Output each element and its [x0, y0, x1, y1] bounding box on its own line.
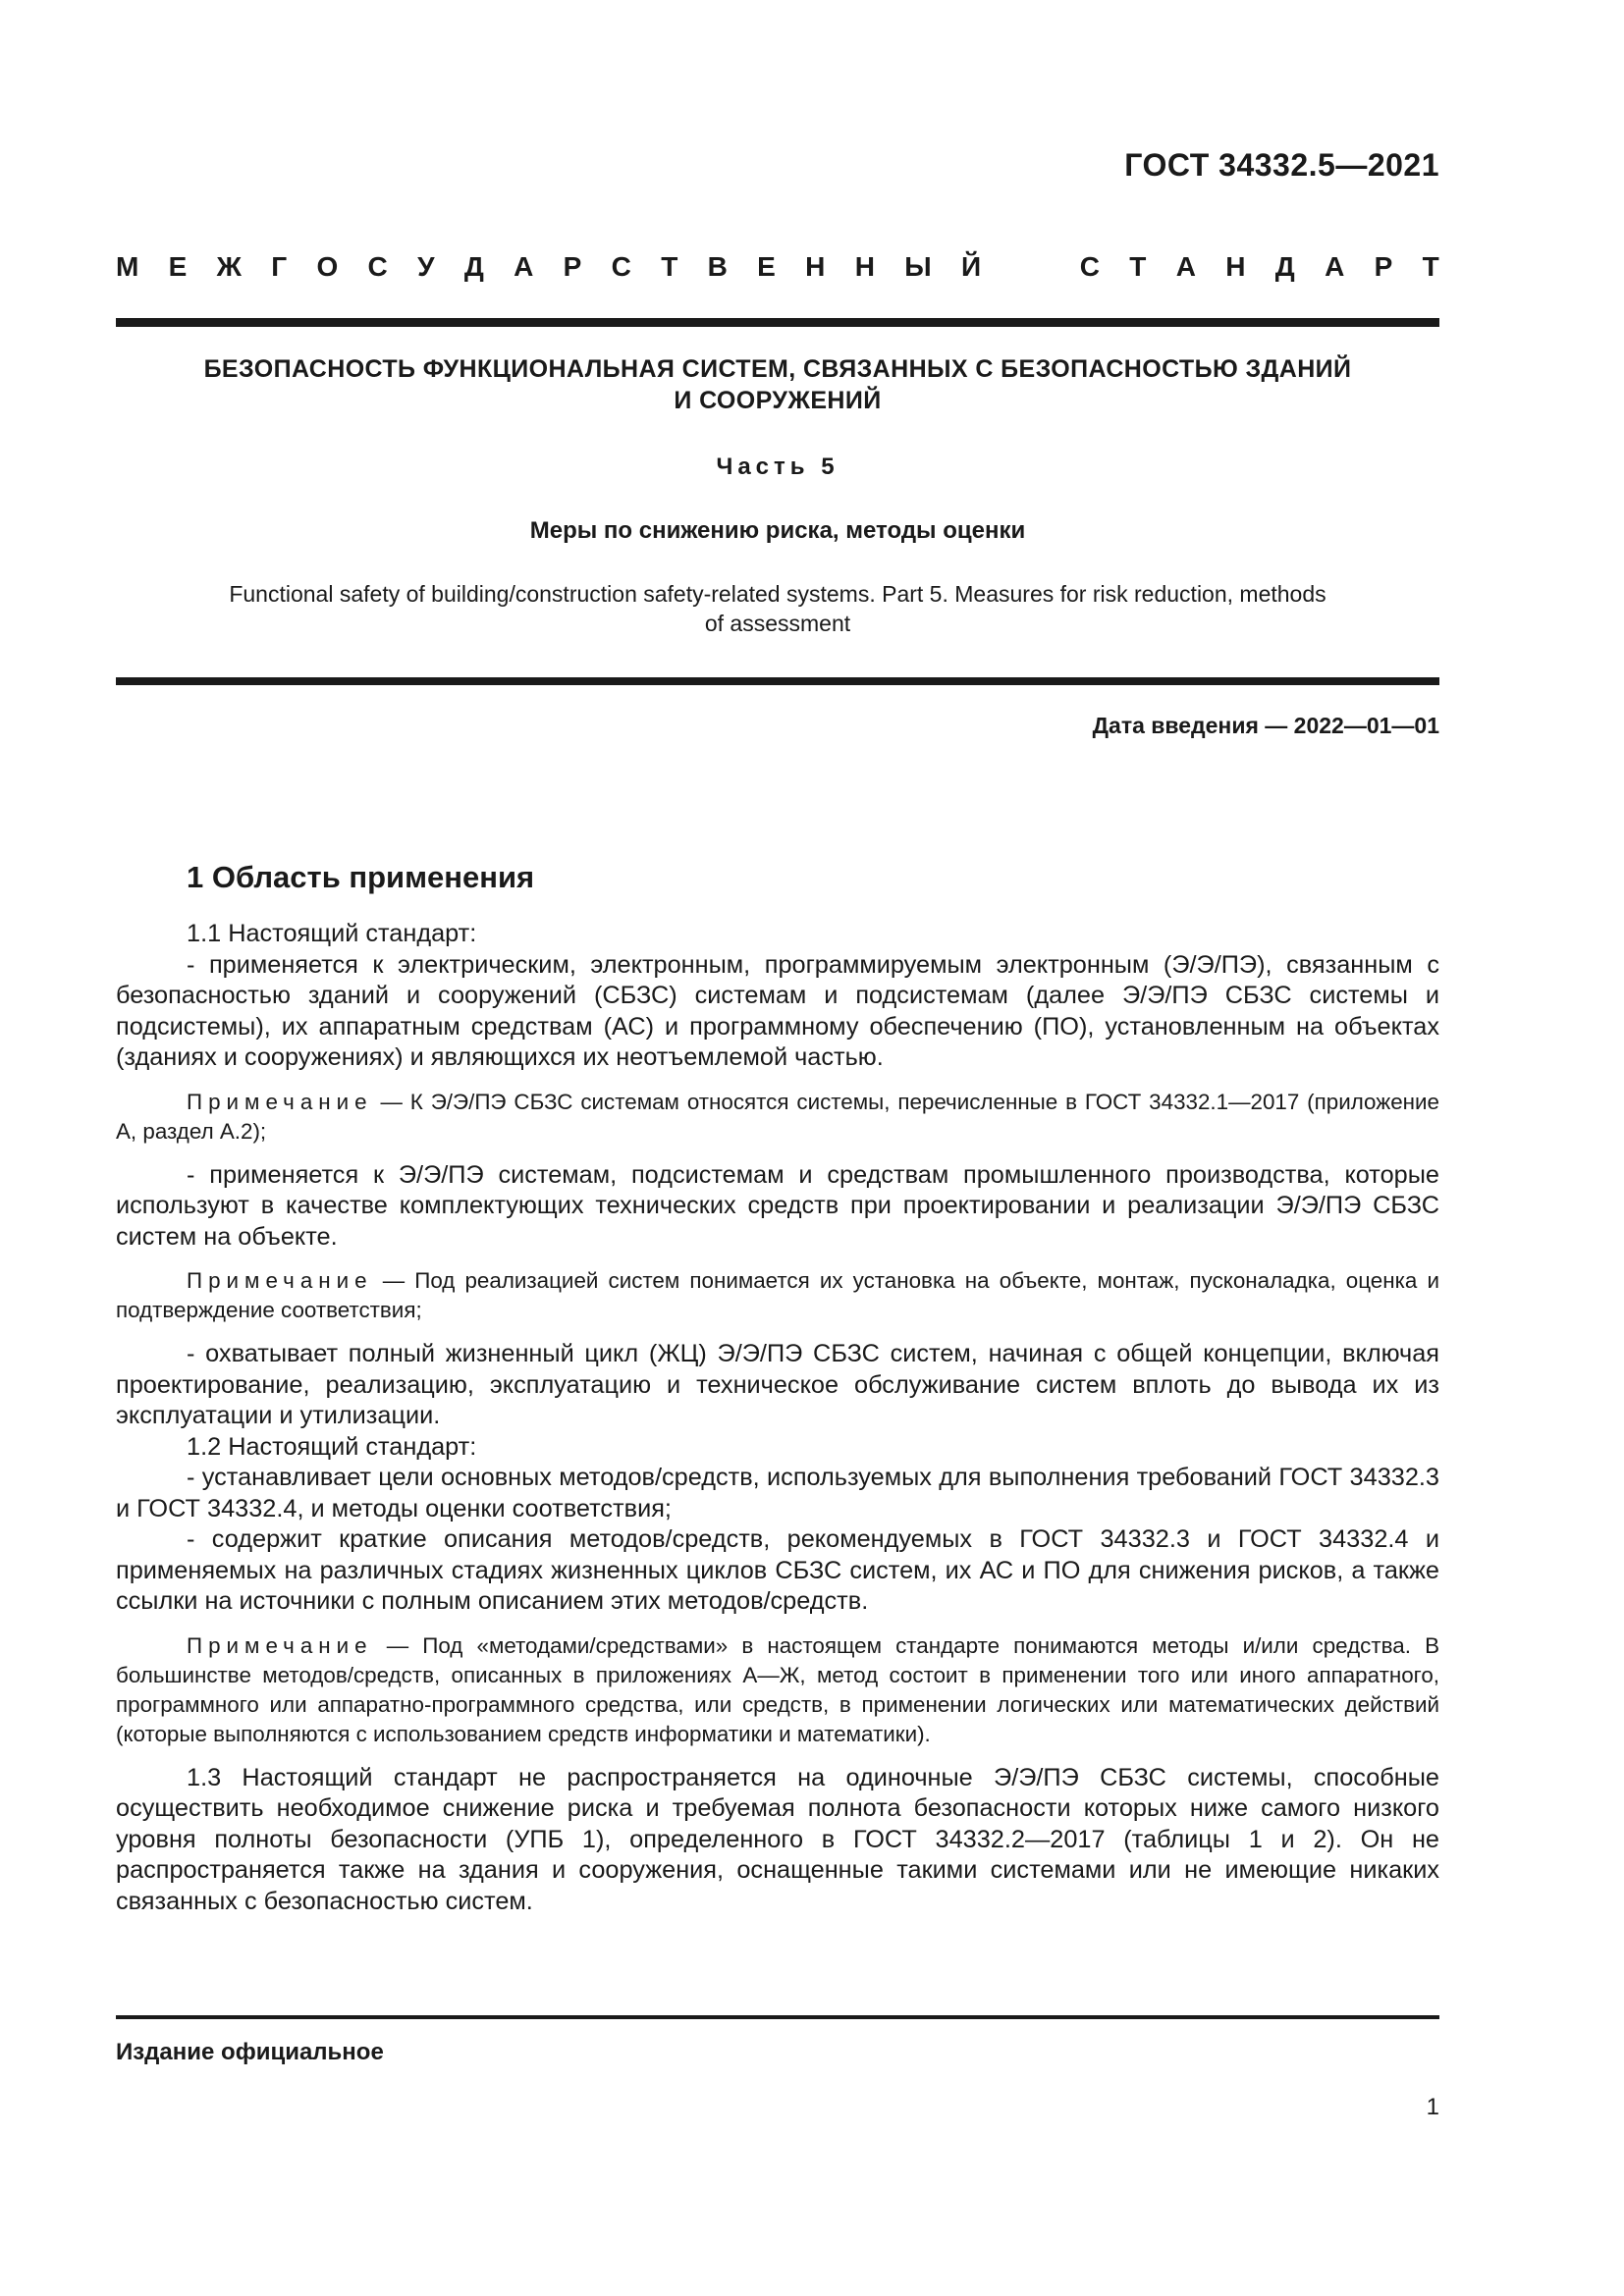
- english-title-line-2: of assessment: [704, 611, 851, 636]
- interstate-letter: Р: [1374, 251, 1393, 282]
- section-heading: 1 Область применения: [187, 860, 535, 894]
- english-title-line-1: Functional safety of building/construction safety-related systems. Part 5. Measures for risk reduction, methods: [229, 581, 1326, 607]
- interstate-letter: А: [1175, 251, 1196, 282]
- paragraph: 1.2 Настоящий стандарт:: [187, 1432, 477, 1461]
- interstate-letter: Т: [1129, 251, 1147, 282]
- interstate-letter: Г: [271, 251, 288, 282]
- title-line-1: БЕЗОПАСНОСТЬ ФУНКЦИОНАЛЬНАЯ СИСТЕМ, СВЯЗАННЫХ С БЕЗОПАСНОСТЬЮ ЗДАНИЙ: [203, 355, 1352, 383]
- interstate-letter: А: [514, 251, 534, 282]
- interstate-letter: Т: [661, 251, 678, 282]
- word-gap: [1010, 251, 1050, 283]
- note-label: Примечание: [187, 1632, 373, 1658]
- interstate-letter: В: [707, 251, 728, 282]
- interstate-letter: Д: [463, 251, 484, 282]
- interstate-letter: А: [1325, 251, 1345, 282]
- interstate-letter: Е: [757, 251, 776, 282]
- interstate-letter: Й: [960, 251, 982, 282]
- title-line-2: И СООРУЖЕНИЙ: [674, 387, 882, 414]
- part-label: Часть 5: [716, 454, 839, 480]
- note-text: — Под «методами/средствами» в настоящем стандарте понимаются методы и/или средства. В большинстве методов/средств, описанных в приложениях А—Ж, метод состоит в применении того или иного аппаратного, программного или аппаратно-программного средства, или средств, в применении логических или математических действий (которые выполняются с использованием средств информатики и математики).: [116, 1632, 1439, 1746]
- document-title: [116, 353, 1439, 416]
- interstate-letter: С: [1079, 251, 1100, 282]
- interstate-letter: Р: [563, 251, 582, 282]
- title-rule: [116, 677, 1439, 685]
- interstate-letter: Ы: [904, 251, 932, 282]
- interstate-letter: О: [316, 251, 339, 282]
- interstate-letter: Н: [805, 251, 826, 282]
- introduction-date: Дата введения — 2022—01—01: [1092, 713, 1439, 738]
- note: [116, 1266, 1439, 1325]
- gost-number: ГОСТ 34332.5—2021: [1124, 147, 1439, 183]
- interstate-letter: Д: [1274, 251, 1295, 282]
- section-body: [116, 919, 1439, 1917]
- english-title: [167, 579, 1388, 638]
- interstate-standard-heading: [116, 251, 1439, 283]
- paragraph: 1.3 Настоящий стандарт не распространяется на одиночные Э/Э/ПЭ СБЗС системы, способные осуществить необходимое снижение риска и требуемая полнота безопасности которых ниже самого низкого уровня полноты безопасности (УПБ 1), определенного в ГОСТ 34332.2—2017 (таблицы 1 и 2). Он не распространяется также на здания и сооружения, оснащенные такими системами или не имеющие никаких связанных с безопасностью систем.: [116, 1763, 1439, 1915]
- interstate-letter: У: [417, 251, 435, 282]
- paragraph: - применяется к электрическим, электронным, программируемым электронным (Э/Э/ПЭ), связанным с безопасностью зданий и сооружений (СБЗС) системам и подсистемам (далее Э/Э/ПЭ СБЗС системы и подсистемы), их аппаратным средствам (АС) и программному обеспечению (ПО), установленным на объектах (зданиях и сооружениях) и являющихся их неотъемлемой частью.: [116, 950, 1439, 1071]
- header-rule: [116, 318, 1439, 327]
- interstate-letter: М: [116, 251, 139, 282]
- paragraph: - применяется к Э/Э/ПЭ системам, подсистемам и средствам промышленного производства, которые используют в качестве комплектующих технических средств при проектировании и реализации Э/Э/ПЭ СБЗС систем на объекте.: [116, 1160, 1439, 1251]
- interstate-letter: Н: [854, 251, 875, 282]
- paragraph: 1.1 Настоящий стандарт:: [187, 920, 477, 947]
- paragraph: - устанавливает цели основных методов/средств, используемых для выполнения требований ГОСТ 34332.3 и ГОСТ 34332.4, и методы оценки соответствия;: [116, 1464, 1439, 1522]
- note-text: — Под реализацией систем понимается их установка на объекте, монтаж, пусконаладка, оценка и подтверждение соответствия;: [116, 1268, 1439, 1322]
- note-text: — К Э/Э/ПЭ СБЗС системам относятся системы, перечисленные в ГОСТ 34332.1—2017 (приложение А, раздел А.2);: [116, 1089, 1439, 1144]
- interstate-letter: С: [611, 251, 631, 282]
- note-label: Примечание: [187, 1089, 373, 1114]
- note-label: Примечание: [187, 1268, 373, 1293]
- document-subtitle: Меры по снижению риска, методы оценки: [529, 517, 1026, 544]
- note: [116, 1631, 1439, 1749]
- interstate-letter: Н: [1225, 251, 1246, 282]
- page-number: 1: [1426, 2094, 1439, 2120]
- interstate-letter: Т: [1422, 251, 1439, 282]
- paragraph: - охватывает полный жизненный цикл (ЖЦ) Э/Э/ПЭ СБЗС систем, начиная с общей концепции, включая проектирование, реализацию, эксплуатацию и техническое обслуживание систем вплоть до вывода их из эксплуатации и утилизации.: [116, 1340, 1439, 1429]
- interstate-letter: Ж: [216, 251, 242, 282]
- edition-label: Издание официальное: [116, 2039, 384, 2065]
- interstate-letter: С: [367, 251, 388, 282]
- paragraph: - содержит краткие описания методов/средств, рекомендуемых в ГОСТ 34332.3 и ГОСТ 34332.4 и применяемых на различных стадиях жизненных циклов СБЗС систем, их АС и ПО для снижения рисков, а также ссылки на источники с полным описанием этих методов/средств.: [116, 1525, 1439, 1615]
- footer-rule: [116, 2015, 1439, 2019]
- note: [116, 1088, 1439, 1147]
- interstate-letter: Е: [168, 251, 188, 282]
